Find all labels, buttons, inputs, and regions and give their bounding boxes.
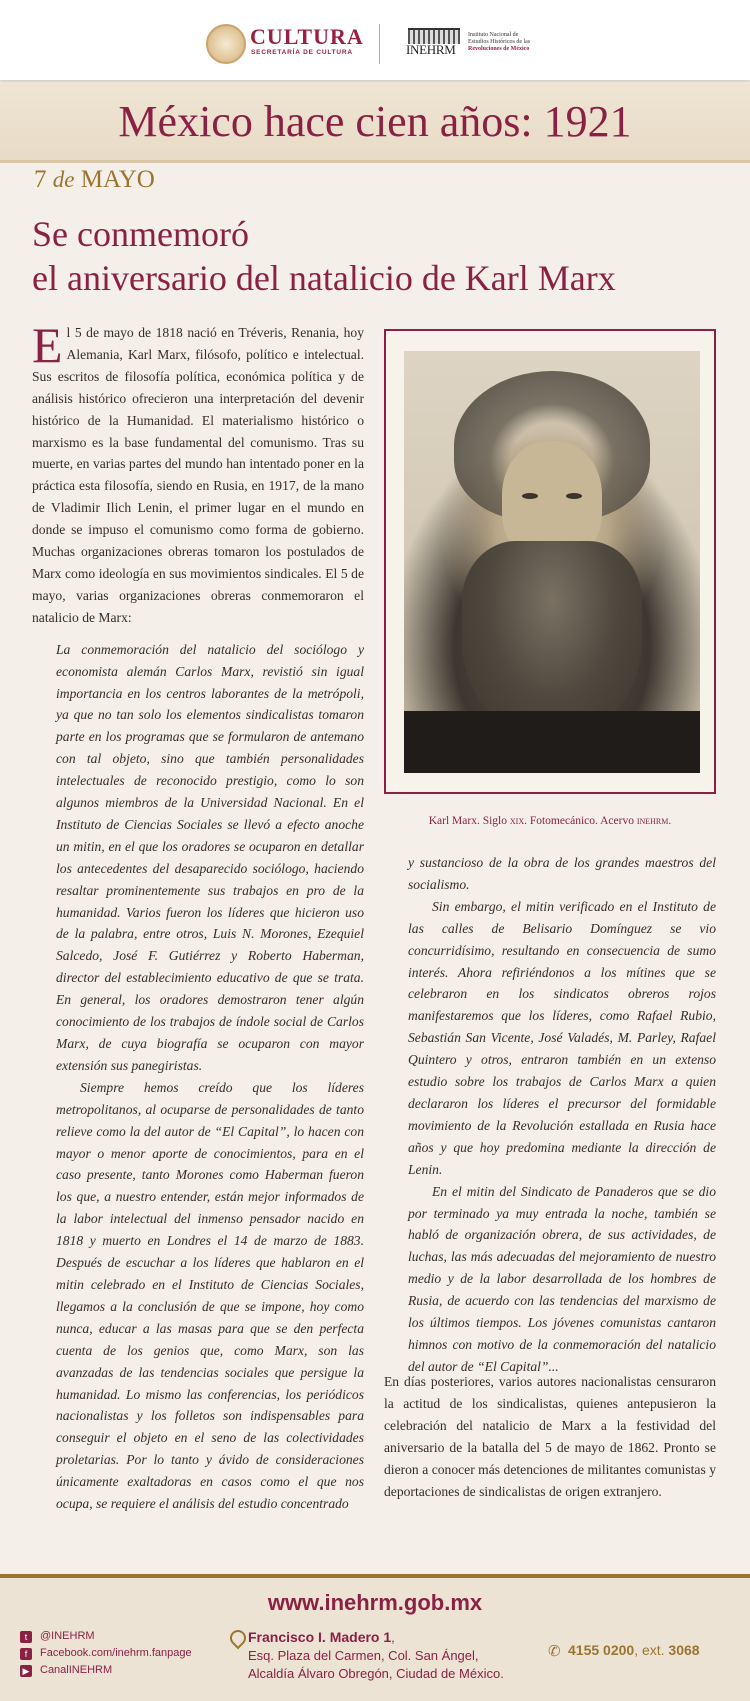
location-pin-icon <box>227 1627 250 1650</box>
intro-paragraph: El 5 de mayo de 1818 nació en Tréveris, Renania, hoy Alemania, Karl Marx, filósofo, político e intelectual. Sus escritos de filosofía política, económica política y de análisis histórico ofrecieron una interpretación del devenir histórico de la Humanidad. El materialismo histórico o marxismo es la base fundamental del comunismo. Tras su muerte, en varias partes del mundo han intentado poner en la práctica esta filosofía, siendo en Rusia, en 1917, de la mano de Vladimir Ilich Lenin, el primer lugar en el mundo en donde se impuso el comunismo como forma de gobierno. Muchas organizaciones obreras tomaron los postulados de Marx como ideología en sus movimientos sindicales. El 5 de mayo, varias organizaciones obreras conmemoraron el natalicio de Marx: <box>32 317 364 625</box>
article-right-column <box>408 852 716 1378</box>
closing-paragraph: En días posteriores, varios autores nacionalistas censuraron la actitud de los sindicalistas, quienes antepusieron la celebración del natalicio de Marx a la festividad del aniversario de la batalla del 5 de mayo de 1862. Pronto se dieron a conocer más detenciones de militantes comunistas y deportaciones de sindicalistas de origen extranjero. <box>384 1374 716 1499</box>
drop-cap: E <box>32 317 63 373</box>
youtube-link[interactable]: ▶ Canal INEHRM <box>20 1662 192 1679</box>
closing-column <box>384 1371 716 1502</box>
photo-caption: Karl Marx. Siglo xix. Fotomecánico. Acervo inehrm. <box>428 815 672 827</box>
youtube-icon: ▶ <box>20 1665 32 1677</box>
twitter-link[interactable]: t @INEHRM <box>20 1628 192 1645</box>
karl-marx-portrait <box>404 351 700 773</box>
headline <box>32 212 732 300</box>
portrait-coat <box>404 711 700 773</box>
address: Francisco I. Madero 1, Esq. Plaza del Carmen, Col. San Ángel, Alcaldía Álvaro Obregón, Ciudad de México. <box>248 1628 504 1683</box>
quote-paragraph-2: Siempre hemos creído que los líderes metropolitanos, al ocuparse de personalidades de tanto relieve como la del autor de “El Capital”, lo hacen con mayor o menor aporte de conocimientos, para en el caso presente, tanto Morones como Haberman fueron los que, a nuestro entender, están mejor informados de la labor intelectual del inmenso pensador nacido en 1818 y muerto en Londres el 14 de marzo de 1883. Después de escuchar a los líderes que hablaron en el mitin celebrado en el Instituto de Ciencias Sociales, llegamos a la conclusión de que se impone, hoy como nunca, educar a las masas para que se den perfecta cuenta de los genios que, como Marx, son las avanzadas de las tendencias sociales que persigue la humanidad. Lo mismo las conferencias, los periódicos nacionalistas y los folletos son indispensables para conseguir el objeto en el seno de las colectividades proletarias. Por lo tanto y ávido de consideraciones únicamente exaltadoras en casos como el que nos ocupa, se requiere el análisis del estudio concentrado <box>56 1079 364 1512</box>
quote-paragraph-4: En el mitin del Sindicato de Panaderos que se dio por terminado ya muy entrada la noche, también se habló de organización obrera, de sus actividades, de luchas, las más adecuadas del mejoramiento de nuestro medio y de la labor desarrollada de los hombres de Rusia, de acuerdo con las tendencias del marxismo de los últimos tiempos. Los jóvenes comunistas cantaron himnos con motivo de la conmemoración del natalicio del autor de “El Capital”... <box>408 1183 716 1374</box>
headline-line-2: el aniversario del natalicio de Karl Marx <box>32 258 616 298</box>
website-link[interactable]: www.inehrm.gob.mx <box>267 1590 483 1615</box>
date <box>34 166 155 194</box>
cultura-subtitle: SECRETARÍA DE CULTURA <box>251 49 353 56</box>
social-links <box>20 1628 192 1679</box>
date-month: MAYO <box>80 166 155 193</box>
inehrm-fullname: Instituto Nacional de Estudios Históricos de las Revoluciones de México <box>468 32 531 52</box>
phone-number[interactable]: ✆ 4155 0200, ext. 3068 <box>548 1642 700 1660</box>
quote-paragraph-2-continued: y sustancioso de la obra de los grandes maestros del socialismo. <box>408 855 716 892</box>
logo-divider <box>379 24 380 64</box>
phone-icon: ✆ <box>548 1643 561 1660</box>
portrait-eye-right <box>566 493 582 499</box>
header-bar <box>0 0 750 80</box>
footer <box>0 1574 750 1701</box>
twitter-icon: t <box>20 1631 32 1643</box>
banner-title: México hace cien años: 1921 <box>118 97 632 146</box>
facebook-icon: f <box>20 1648 32 1660</box>
title-banner <box>0 84 750 163</box>
date-de: de <box>52 167 75 192</box>
mexico-seal-icon <box>206 24 246 64</box>
headline-line-1: Se conmemoró <box>32 214 249 254</box>
quote-paragraph-1: La conmemoración del natalicio del sociólogo y economista alemán Carlos Marx, revistió sin igual importancia en los centros laborantes de la metrópoli, ya que no tan solo los elementos sindicalistas tomaron parte en los programas que se formularon de antemano con tal objeto, sino que también personalidades intelectuales de reconocido prestigio, como lo son algunos miembros de la Universidad Nacional. En el Instituto de Ciencias Sociales se llevó a efecto anoche un mitin, en el que los oradores se ocuparon en detallar los antecedentes del desaparecido sociólogo, haciendo resaltar prominentemente sus trabajos en pro de la humanidad. Varios fueron los líderes que hicieron uso de la palabra, entre otros, Luis N. Morones, Ezequiel Salcedo, José F. Gutiérrez y Roberto Haberman, director del establecimiento educativo de que se trata. En general, los oradores demostraron tener algún conocimiento de los trabajos de índole social de Carlos Marx, de cuya biografía se ocuparon con mayor extensión sus panegiristas. <box>56 641 364 1073</box>
facebook-link[interactable]: f Facebook.com/inehrm.fanpage <box>20 1645 192 1662</box>
inehrm-wordmark: INEHRM <box>406 42 456 57</box>
portrait-eye-left <box>522 493 538 499</box>
article-left-column <box>32 317 364 1515</box>
cultura-wordmark: CULTURA <box>250 24 364 49</box>
photo-frame <box>384 329 716 794</box>
quote-paragraph-3: Sin embargo, el mitin verificado en el Instituto de las calles de Belisario Domínguez se vio concurridísimo, resultando en consecuencia de sumo interés. Ahora refiriéndonos a los mítines que se celebraron en los sindicatos obreros rojos manifestaremos que los líderes, como Rafael Rubio, Sebastián San Vicente, José Valadés, M. Parley, Rafael Quintero y otros, entraron también en un extenso estudio sobre los trabajos de Carlos Marx a quien declararon los líderes el precursor del formidable movimiento de la Revolución estallada en Rusia hace años y que hoy predomina mediante la dirección de Lenin. <box>408 898 716 1177</box>
date-day: 7 <box>34 166 47 193</box>
